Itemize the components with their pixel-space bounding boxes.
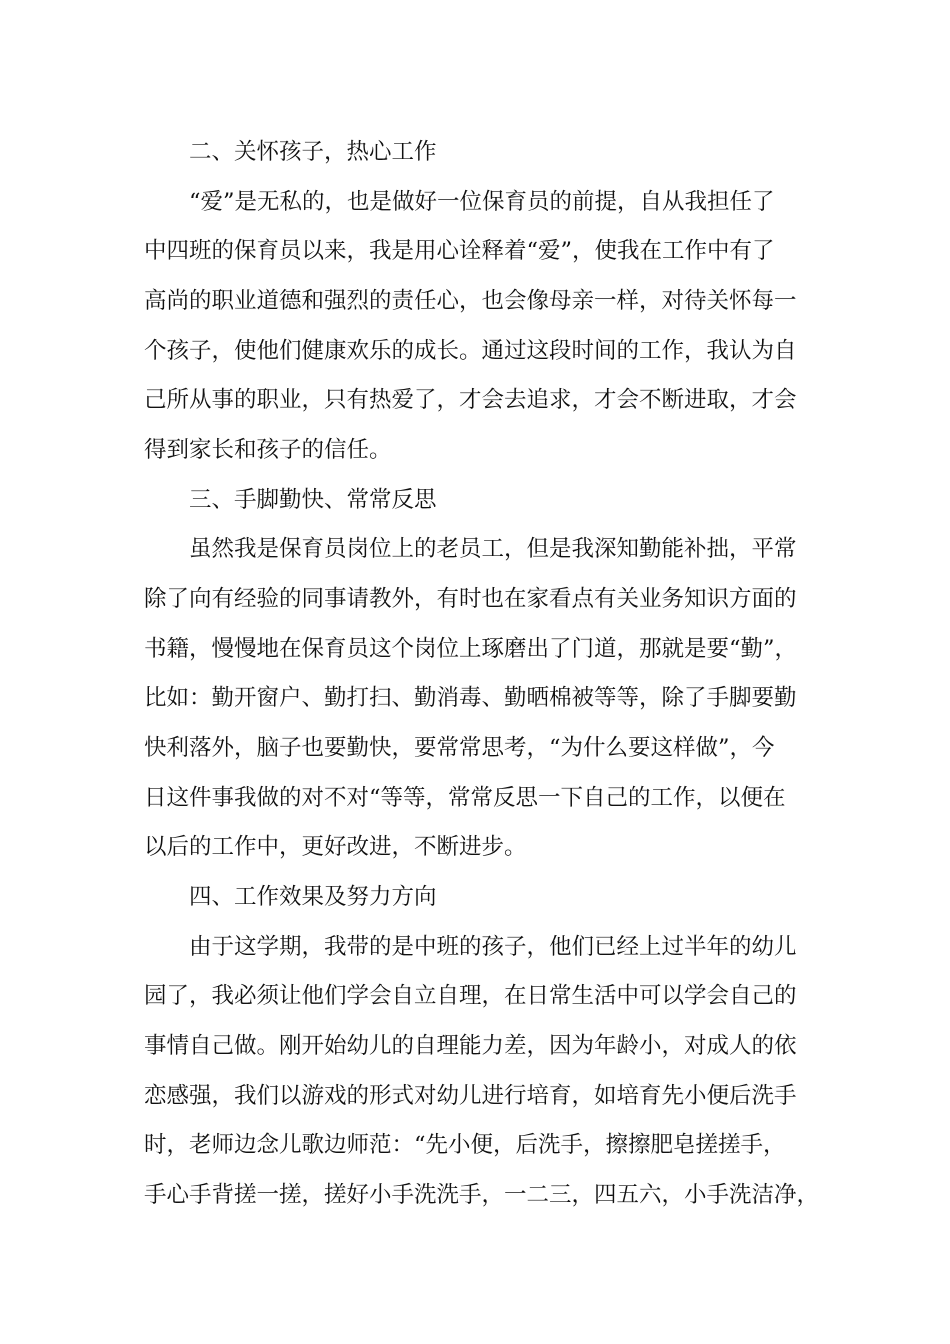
paragraph-line: 中四班的保育员以来，我是用心诠释着“爱”，使我在工作中有了 xyxy=(144,238,775,264)
paragraph-line: 日这件事我做的对不对“等等，常常反思一下自己的工作，以便在 xyxy=(144,785,786,811)
section-heading-3: 三、手脚勤快、常常反思 xyxy=(189,487,437,513)
paragraph-line: “爱”是无私的，也是做好一位保育员的前提，自从我担任了 xyxy=(189,189,775,215)
paragraph-line: 快利落外，脑子也要勤快，要常常思考，“为什么要这样做”，今 xyxy=(144,735,775,761)
paragraph-line: 时，老师边念儿歌边师范：“先小便，后洗手，擦擦肥皂搓搓手， xyxy=(144,1132,786,1158)
paragraph-line: 以后的工作中，更好改进，不断进步。 xyxy=(144,834,527,860)
paragraph-line: 虽然我是保育员岗位上的老员工，但是我深知勤能补拙，平常 xyxy=(189,536,797,562)
paragraph-line: 得到家长和孩子的信任。 xyxy=(144,437,392,463)
paragraph-line: 己所从事的职业，只有热爱了，才会去追求，才会不断进取，才会 xyxy=(144,387,797,413)
paragraph-line: 书籍，慢慢地在保育员这个岗位上琢磨出了门道，那就是要“勤”， xyxy=(144,636,798,662)
paragraph-line: 事情自己做。刚开始幼儿的自理能力差，因为年龄小，对成人的依 xyxy=(144,1033,797,1059)
paragraph-line: 园了，我必须让他们学会自立自理，在日常生活中可以学会自己的 xyxy=(144,983,797,1009)
section-heading-2: 二、关怀孩子，热心工作 xyxy=(189,139,437,165)
paragraph-line: 由于这学期，我带的是中班的孩子，他们已经上过半年的幼儿 xyxy=(189,934,797,960)
paragraph-line: 手心手背搓一搓，搓好小手洗洗手，一二三，四五六，小手洗洁净， xyxy=(144,1182,820,1208)
paragraph-line: 高尚的职业道德和强烈的责任心，也会像母亲一样，对待关怀每一 xyxy=(144,288,797,314)
paragraph-line: 个孩子，使他们健康欢乐的成长。通过这段时间的工作，我认为自 xyxy=(144,338,797,364)
paragraph-line: 比如：勤开窗户、勤打扫、勤消毒、勤晒棉被等等，除了手脚要勤 xyxy=(144,685,797,711)
section-heading-4: 四、工作效果及努力方向 xyxy=(189,884,437,910)
paragraph-line: 除了向有经验的同事请教外，有时也在家看点有关业务知识方面的 xyxy=(144,586,797,612)
paragraph-line: 恋感强，我们以游戏的形式对幼儿进行培育，如培育先小便后洗手 xyxy=(144,1083,797,1109)
